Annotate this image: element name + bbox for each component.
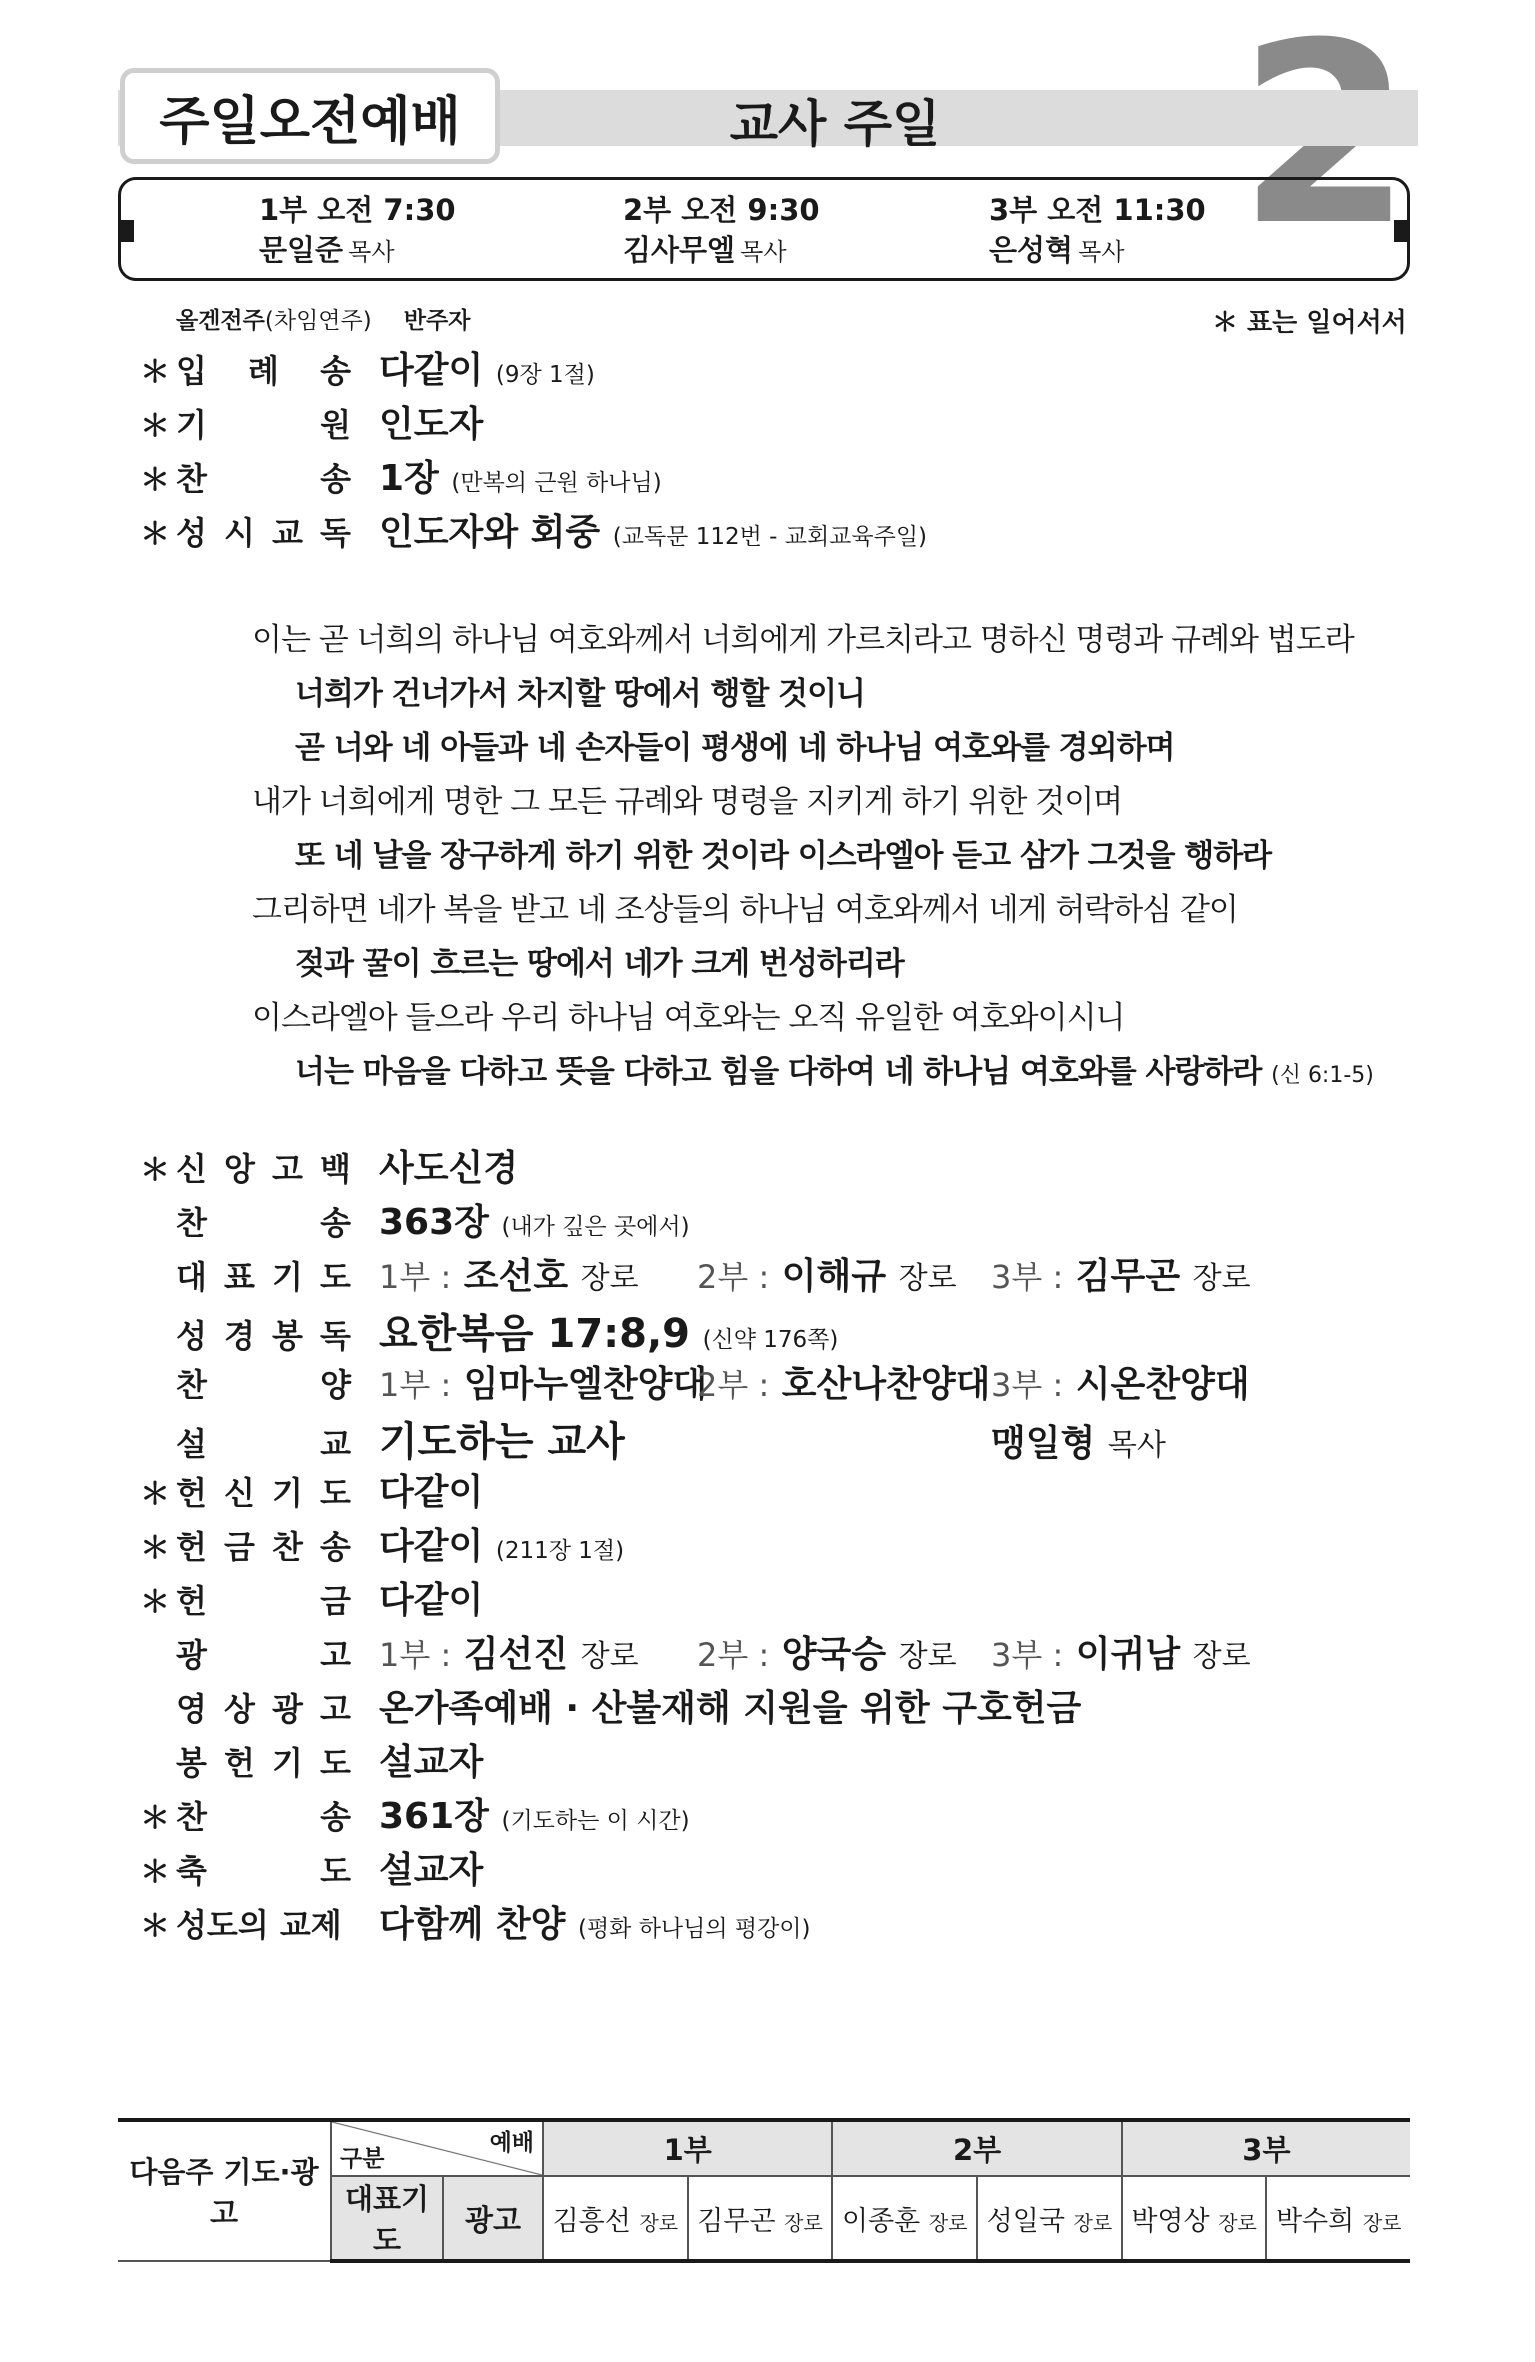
service-3-time: 3부 오전 11:30: [989, 193, 1206, 227]
service-title: 주일오전예배: [159, 91, 461, 152]
box-marker-right: [1394, 220, 1410, 242]
next-week-table: [118, 2118, 1410, 2263]
service-times-box: [118, 177, 1410, 281]
order-value: 기도하는 교사 맹일형 목사: [379, 1419, 1166, 1465]
reading-line-leader: 이는 곧 너희의 하나님 여호와께서 너희에게 가르치라고 명하신 명령과 규례와 법도라: [252, 622, 1354, 658]
reading-line-leader: 내가 너희에게 명한 그 모든 규례와 명령을 지키게 하기 위한 것이며: [252, 784, 1123, 820]
order-label: 찬 양: [176, 1366, 351, 1404]
reading-line-people: 젖과 꿀이 흐르는 땅에서 네가 크게 번성하리라: [295, 946, 904, 982]
order-fellowship: ＊ 성도의 교제 다함께 찬양 (평화 하나님의 평강이): [140, 1896, 811, 1950]
next-week-entry: 성일국 장로: [977, 2176, 1122, 2261]
order-label: 헌 신 기 도: [176, 1474, 351, 1512]
stand-mark: ＊: [140, 409, 170, 444]
order-label: 영 상 광 고: [176, 1690, 351, 1728]
order-label: 성도의 교제: [176, 1906, 342, 1944]
order-label: 헌 금 찬 송: [176, 1528, 351, 1566]
order-label: 신 앙 고 백: [176, 1150, 351, 1188]
order-value: 다같이: [379, 1580, 484, 1621]
order-label: 헌 금: [176, 1582, 351, 1620]
service-2-pastor: 김사무엘: [623, 233, 736, 267]
order-value: 다같이 (211장 1절): [379, 1526, 625, 1567]
order-value: 인도자와 회중 (교독문 112번 - 교회교육주일): [379, 512, 928, 553]
reading-line-people: 또 네 날을 장구하게 하기 위한 것이라 이스라엘아 듣고 삼가 그것을 행하라: [295, 838, 1272, 874]
service-1-time: 1부 오전 7:30: [259, 193, 456, 227]
order-value: 361장 (기도하는 이 시간): [379, 1796, 690, 1837]
corner-top-label: 예배: [489, 2130, 534, 2156]
reading-reference: (신 6:1-5): [1271, 1063, 1374, 1088]
reading-line-people: 너희가 건너가서 차지할 땅에서 행할 것이니: [295, 676, 865, 712]
order-label: 성 시 교 독: [176, 514, 351, 552]
corner-bottom-label: 구분: [340, 2146, 385, 2172]
service-col-3: 3부: [1122, 2120, 1410, 2176]
box-marker-left: [118, 220, 134, 242]
order-invocation: [140, 396, 483, 450]
service-3-pastor: 은성혁: [989, 233, 1074, 267]
order-representative-prayer: [140, 1248, 1251, 1302]
order-value: 온가족예배 · 산불재해 지원을 위한 구호헌금: [379, 1688, 1082, 1729]
order-label: 찬 송: [176, 1798, 351, 1836]
service-title-box: [120, 68, 500, 164]
order-value: 요한복음 17:8,9 (신약 176쪽): [379, 1311, 839, 1357]
order-hymn-opening: [140, 450, 662, 504]
stand-mark: ＊: [140, 463, 170, 498]
row-label-prayer: 대표기도: [331, 2176, 443, 2261]
order-value: 363장 (내가 깊은 곳에서): [379, 1202, 690, 1243]
order-label: 봉 헌 기 도: [176, 1744, 351, 1782]
service-3: [989, 190, 1206, 270]
service-2-time: 2부 오전 9:30: [623, 193, 820, 227]
service-1-role: 목사: [348, 238, 395, 266]
order-label: 대 표 기 도: [176, 1258, 351, 1296]
order-label: 기 원: [176, 406, 351, 444]
order-label: 입 례 송: [176, 352, 351, 390]
order-value: 다같이 (9장 1절): [379, 350, 595, 391]
order-video-announcement: [140, 1680, 1081, 1734]
order-benediction: ＊ 축 도 설교자: [140, 1842, 483, 1896]
order-value: 사도신경: [379, 1148, 519, 1189]
next-week-entry: 이종훈 장로: [832, 2176, 977, 2261]
order-offering-hymn: ＊ 헌 금 찬 송 다같이 (211장 1절): [140, 1518, 624, 1572]
order-offertory-prayer: [140, 1734, 483, 1788]
next-week-entry: 김흥선 장로: [543, 2176, 688, 2261]
service-1-pastor: 문일준: [259, 233, 344, 267]
order-value: 인도자: [379, 404, 484, 445]
order-label: 설 교: [176, 1425, 351, 1463]
order-value: 다같이: [379, 1472, 484, 1513]
order-label: 축 도: [176, 1852, 351, 1890]
order-value: 설교자: [379, 1850, 484, 1891]
reading-line-leader: 이스라엘아 들으라 우리 하나님 여호와는 오직 유일한 여호와이시니: [252, 1000, 1125, 1036]
order-closing-hymn: ＊ 찬 송 361장 (기도하는 이 시간): [140, 1788, 690, 1842]
order-choir: [140, 1356, 1250, 1410]
next-week-title: 다음주 기도·광고: [118, 2120, 331, 2261]
service-2: [623, 190, 820, 270]
table-corner: [331, 2120, 543, 2176]
prelude-note: [176, 302, 470, 335]
order-offering: ＊ 헌 금 다같이: [140, 1572, 483, 1626]
order-value: 1부 : 조선호 장로 2부 : 이해규 장로 3부 : 김무곤 장로: [379, 1256, 1251, 1297]
sunday-name: 교사 주일: [729, 95, 941, 153]
row-label-announcement: 광고: [443, 2176, 543, 2261]
order-value: 1부 : 임마누엘찬양대2부 : 호산나찬양대3부 : 시온찬양대: [379, 1364, 1250, 1405]
service-col-1: 1부: [543, 2120, 832, 2176]
stand-note: ＊ 표는 일어서서: [1212, 308, 1407, 338]
prelude-label: 올겐전주: [176, 308, 265, 334]
order-hymn: [140, 1194, 690, 1248]
reading-line-leader: 그리하면 네가 복을 받고 네 조상들의 하나님 여호와께서 네게 허락하심 같이: [252, 892, 1238, 928]
order-value: 1부 : 김선진 장로 2부 : 양국승 장로 3부 : 이귀남 장로: [379, 1634, 1251, 1675]
next-week-entry: 박영상 장로: [1122, 2176, 1267, 2261]
stand-mark: ＊: [140, 355, 170, 390]
prelude-sub: (차임연주): [264, 308, 372, 334]
order-announcements: [140, 1626, 1251, 1680]
service-1: [259, 190, 456, 270]
service-3-role: 목사: [1078, 238, 1125, 266]
order-introit: [140, 342, 595, 396]
accompanist-label: 반주자: [403, 308, 471, 334]
order-sermon: [140, 1410, 1166, 1464]
service-col-2: 2부: [832, 2120, 1121, 2176]
order-creed: ＊ 신 앙 고 백 사도신경: [140, 1140, 518, 1194]
order-value: 설교자: [379, 1742, 484, 1783]
order-label: 찬 송: [176, 460, 351, 498]
next-week-entry: 박수희 장로: [1266, 2176, 1410, 2261]
order-value: 1장 (만복의 근원 하나님): [379, 458, 662, 499]
stand-mark: ＊: [140, 517, 170, 552]
order-value: 다함께 찬양 (평화 하나님의 평강이): [379, 1904, 811, 1945]
service-2-role: 목사: [740, 238, 787, 266]
order-label: 찬 송: [176, 1204, 351, 1242]
order-responsive-reading: [140, 504, 927, 558]
next-week-entry: 김무곤 장로: [688, 2176, 833, 2261]
reading-line-people-final: 너는 마음을 다하고 뜻을 다하고 힘을 다하여 네 하나님 여호와를 사랑하라 (신 6:1-5): [295, 1054, 1374, 1090]
order-label: 성 경 봉 독: [176, 1317, 351, 1355]
order-scripture-reading: [140, 1302, 838, 1356]
reading-line-people: 곧 너와 네 아들과 네 손자들이 평생에 네 하나님 여호와를 경외하며: [295, 730, 1175, 766]
order-label: 광 고: [176, 1636, 351, 1674]
order-dedication-prayer: ＊ 헌 신 기 도 다같이: [140, 1464, 483, 1518]
